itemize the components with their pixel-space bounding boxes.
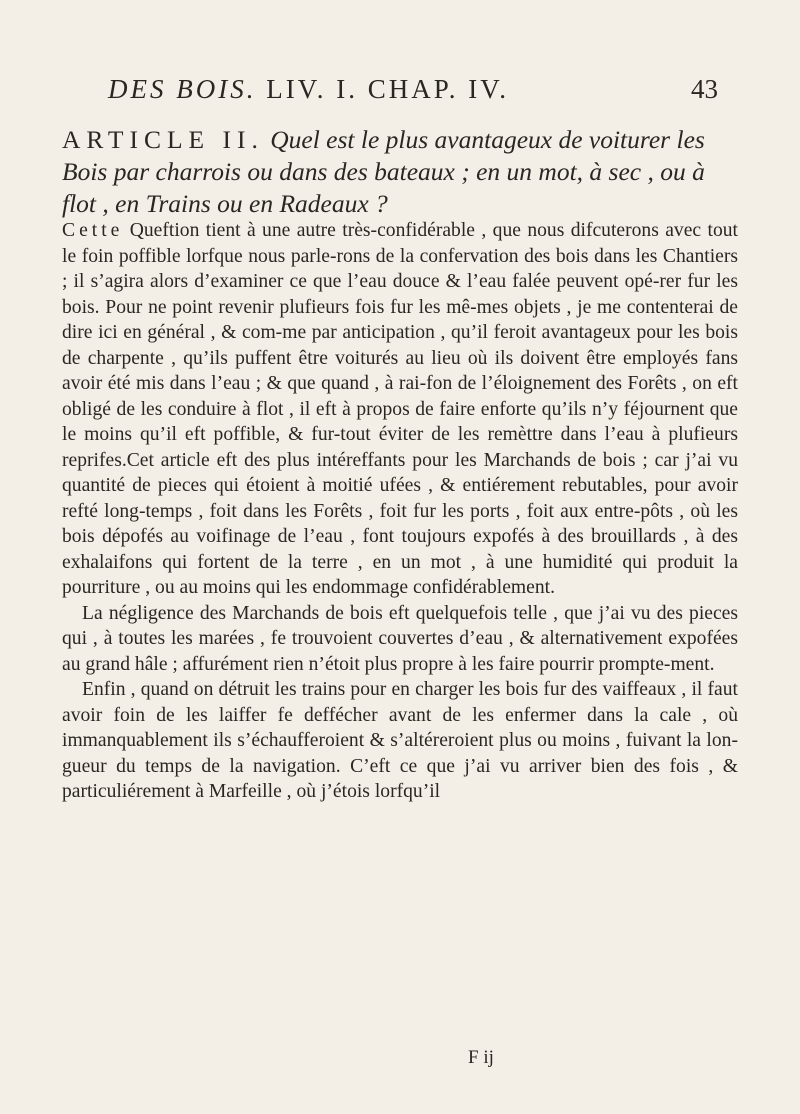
body-text bbox=[62, 218, 738, 805]
article-label: ARTICLE II. bbox=[62, 125, 264, 154]
paragraph-text: Enfin , quand on détruit les trains pour en charger les bois fur des vaiffeaux , il faut avoir foin de les laiffer fe deffécher avant de les enfermer dans la cale , où immanquablement ils s’échaufferoient & s’altéreroient plus ou moins , fuivant la lon-gueur du temps de la navigation. C’eft ce que j’ai vu arriver bien des fois , & particuliérement à Marfeille , où j’étois lorfqu’il bbox=[62, 679, 738, 802]
article-heading bbox=[62, 124, 738, 220]
page-header bbox=[108, 74, 718, 108]
article-question: Quel est le plus avantageux de voiturer les Bois par charrois ou dans des bateaux ; en un mot, à sec , ou à flot , en Trains ou en Radeaux ? bbox=[62, 125, 705, 218]
paragraph-text: Queftion tient à une autre très-confidérable , que nous difcuterons avec tout le foin poffible lorfque nous parle-rons de la confervation des bois dans les Chantiers ; il s’agira alors d’examiner ce que l’eau douce & l’eau falée peuvent opé-rer fur les bois. Pour ne point revenir plufieurs fois fur les mê-mes objets , je me contenterai de dire ici en général , & com-me par anticipation , qu’il feroit avantageux pour les bois de charpente , qu’ils puffent être voiturés au lieu où ils doivent être employés fans avoir été mis dans l’eau ; & que quand , à rai-fon de l’éloignement des Forêts , on eft obligé de les conduire à flot , il eft à propos de faire enforte qu’ils n’y féjournent que le moins qu’il eft poffible, & fur-tout éviter de les remèttre dans l’eau à plufieurs reprifes.Cet article eft des plus intéreffants pour les Marchands de bois ; car j’ai vu quantité de pieces qui étoient à moitié ufées , & entiérement rebutables, pour avoir refté long-temps , foit dans les Forêts , foit fur les ports , foit aux entre-pôts , où les bois dépofés au voifinage de l’eau , font toujours expofés à des brouillards , à des exhalaifons qui fortent de la terre , en un mot , à une humidité qui produit la pourriture , ou au moins qui les endommage confidérablement. bbox=[62, 220, 738, 598]
page-number: 43 bbox=[691, 74, 718, 104]
running-head-chapter: LIV. I. CHAP. IV. bbox=[266, 74, 510, 104]
paragraph-3 bbox=[62, 677, 738, 805]
signature-mark: F ij bbox=[468, 1047, 494, 1068]
lead-word: Cette bbox=[62, 220, 124, 241]
paragraph-1 bbox=[62, 218, 738, 601]
running-head bbox=[108, 74, 509, 105]
running-head-section: DES BOIS. bbox=[108, 74, 257, 104]
paragraph-text: La négligence des Marchands de bois eft quelquefois telle , que j’ai vu des pieces qui , à toutes les marées , fe trouvoient couvertes d’eau , & alternativement expofées au grand hâle ; affurément rien n’étoit plus propre à les faire pourrir prompte-ment. bbox=[62, 602, 738, 675]
paragraph-2 bbox=[62, 601, 738, 678]
